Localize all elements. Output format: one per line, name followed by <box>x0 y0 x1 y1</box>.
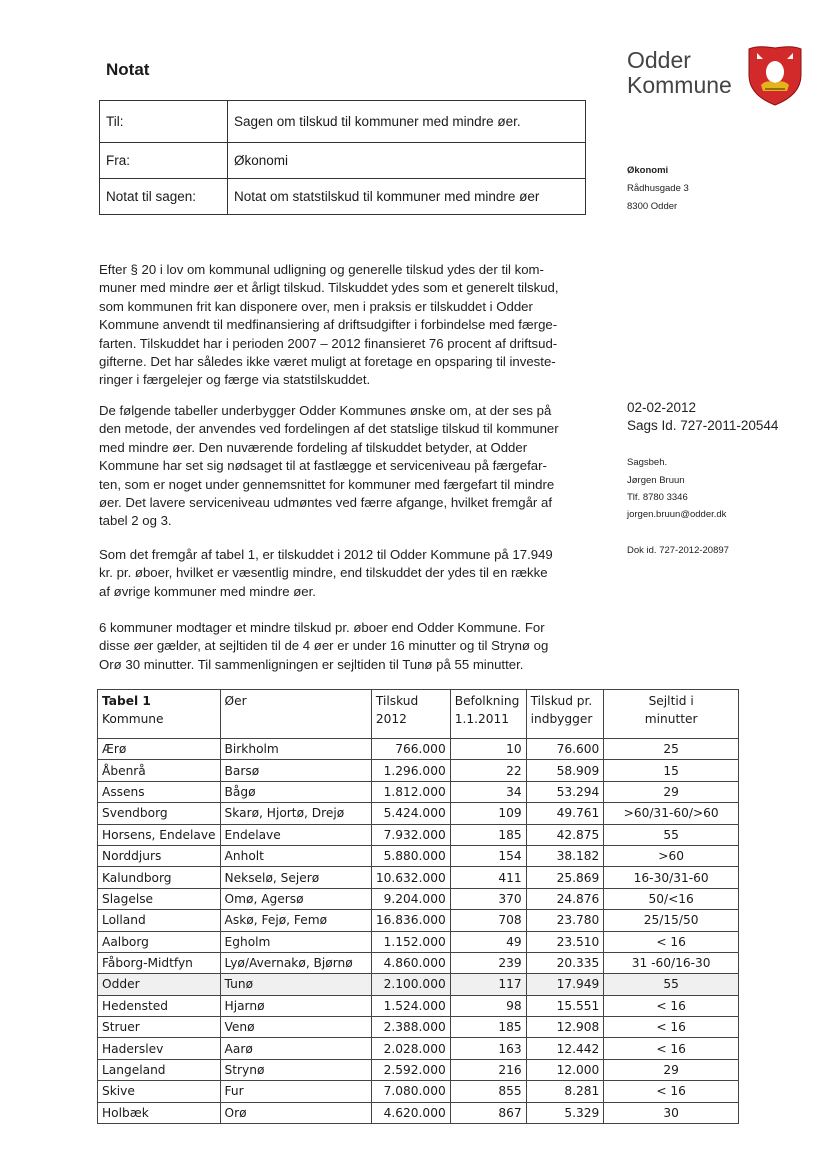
table-cell: Fåborg-Midtfyn <box>98 952 221 973</box>
text-line: ringer i færgelejer og færge via statstilskuddet. <box>99 372 371 388</box>
table-cell: 15.551 <box>526 995 604 1016</box>
header-text: Tilskud pr. <box>530 694 593 708</box>
table-cell: 25.869 <box>526 867 604 888</box>
table-cell: Odder <box>98 974 221 995</box>
subsidy-table <box>97 689 739 1124</box>
table-row <box>98 952 739 973</box>
table-cell: Endelave <box>220 824 371 845</box>
table-cell: 4.620.000 <box>371 1102 450 1123</box>
table-label: Tabel 1 <box>102 694 151 708</box>
table-cell: 7.932.000 <box>371 824 450 845</box>
table-cell: 185 <box>450 824 526 845</box>
table-row <box>98 995 739 1016</box>
table-cell: Slagelse <box>98 888 221 909</box>
paragraph-2 <box>99 402 599 531</box>
memo-header-table <box>99 100 586 215</box>
table-cell: 411 <box>450 867 526 888</box>
table-cell: Svendborg <box>98 803 221 824</box>
table-cell: 25 <box>604 739 739 760</box>
table-cell: 55 <box>604 974 739 995</box>
table-cell: 2.592.000 <box>371 1059 450 1080</box>
table-row <box>98 824 739 845</box>
table-cell: 12.442 <box>526 1038 604 1059</box>
table-cell: 867 <box>450 1102 526 1123</box>
text-line: 6 kommuner modtager et mindre tilskud pr. øboer end Odder Kommune. For <box>99 620 545 635</box>
table-cell: Langeland <box>98 1059 221 1080</box>
document-date: 02-02-2012 <box>627 400 697 415</box>
table-cell: 29 <box>604 781 739 802</box>
table-cell: Struer <box>98 1017 221 1038</box>
text-line: Kommune anvendt til medfinansiering af driftsudgifter i forbindelse med færge- <box>99 317 558 333</box>
table-cell: 12.908 <box>526 1017 604 1038</box>
table-cell: >60/31-60/>60 <box>604 803 739 824</box>
text-line: med mindre øer. Den nuværende fordeling af tilskuddet betyder, at Odder <box>99 439 528 455</box>
table-row <box>98 760 739 781</box>
table-row <box>98 781 739 802</box>
table-row <box>98 1059 739 1080</box>
text-line: De følgende tabeller underbygger Odder Kommunes ønske om, at der ses på <box>99 403 552 418</box>
table-cell: Omø, Agersø <box>220 888 371 909</box>
table-cell: 5.329 <box>526 1102 604 1123</box>
text-line: gifterne. Det har således ikke været muligt at foretage en opsparing til investe- <box>99 354 556 370</box>
table-row <box>98 974 739 995</box>
table-cell: 163 <box>450 1038 526 1059</box>
header-text: Tilskud <box>375 694 419 708</box>
memo-value: Sagen om tilskud til kommuner med mindre øer. <box>228 101 586 143</box>
table-row <box>98 1081 739 1102</box>
table-cell: 15 <box>604 760 739 781</box>
table-cell: 25/15/50 <box>604 910 739 931</box>
memo-row-from <box>100 143 586 179</box>
table-cell: Haderslev <box>98 1038 221 1059</box>
sender-department: Økonomi <box>627 165 669 176</box>
header-cell-tilskud <box>371 690 450 739</box>
document-id: Dok id. 727-2012-20897 <box>627 545 729 556</box>
table-cell: Egholm <box>220 931 371 952</box>
page-title: Notat <box>106 60 150 79</box>
table-cell: Kalundborg <box>98 867 221 888</box>
header-text: Øer <box>224 694 247 708</box>
table-cell: 855 <box>450 1081 526 1102</box>
header-cell-befolkning <box>450 690 526 739</box>
table-cell: 239 <box>450 952 526 973</box>
table-row <box>98 888 739 909</box>
table-header-row <box>98 690 739 739</box>
table-cell: Barsø <box>220 760 371 781</box>
table-cell: Orø <box>220 1102 371 1123</box>
table-cell: Holbæk <box>98 1102 221 1123</box>
case-id: Sags Id. 727-2011-20544 <box>627 418 779 433</box>
header-cell-oer <box>220 690 371 739</box>
table-row <box>98 845 739 866</box>
table-cell: Skive <box>98 1081 221 1102</box>
table-cell: < 16 <box>604 1017 739 1038</box>
table-cell: Ærø <box>98 739 221 760</box>
table-cell: 4.860.000 <box>371 952 450 973</box>
memo-label: Til: <box>100 101 228 143</box>
table-cell: 370 <box>450 888 526 909</box>
table-cell: 5.424.000 <box>371 803 450 824</box>
table-cell: Hedensted <box>98 995 221 1016</box>
table-cell: 5.880.000 <box>371 845 450 866</box>
table-cell: 22 <box>450 760 526 781</box>
table-cell: Assens <box>98 781 221 802</box>
table-cell: Aarø <box>220 1038 371 1059</box>
memo-row-to <box>100 101 586 143</box>
text-line: den metode, der anvendes ved fordelingen af det statslige tilskud til kommuner <box>99 421 559 437</box>
handler-email: jorgen.bruun@odder.dk <box>627 509 727 520</box>
handler-name: Jørgen Bruun <box>627 475 685 486</box>
table-cell: 1.296.000 <box>371 760 450 781</box>
table-cell: 2.100.000 <box>371 974 450 995</box>
sender-street: Rådhusgade 3 <box>627 183 689 194</box>
table-cell: 12.000 <box>526 1059 604 1080</box>
text-line: af øvrige kommuner med mindre øer. <box>99 583 316 599</box>
brand-name <box>627 48 732 98</box>
table-cell: 7.080.000 <box>371 1081 450 1102</box>
table-row <box>98 803 739 824</box>
text-line: øer. Det lavere serviceniveau udmøntes ved færre afgange, hvilket fremgår af <box>99 495 552 511</box>
table-cell: 10.632.000 <box>371 867 450 888</box>
table-cell: 185 <box>450 1017 526 1038</box>
paragraph-1 <box>99 261 599 390</box>
table-cell: 58.909 <box>526 760 604 781</box>
table-cell: 9.204.000 <box>371 888 450 909</box>
memo-value: Økonomi <box>228 143 586 179</box>
table-cell: 708 <box>450 910 526 931</box>
header-text: Sejltid i <box>648 694 694 708</box>
paragraph-3 <box>99 546 599 601</box>
table-cell: < 16 <box>604 995 739 1016</box>
table-row <box>98 1102 739 1123</box>
sender-city: 8300 Odder <box>627 201 678 212</box>
table-cell: Skarø, Hjortø, Drejø <box>220 803 371 824</box>
text-line: Som det fremgår af tabel 1, er tilskuddet i 2012 til Odder Kommune på 17.949 <box>99 547 553 562</box>
table-cell: 50/<16 <box>604 888 739 909</box>
table-cell: 766.000 <box>371 739 450 760</box>
table-row <box>98 867 739 888</box>
header-text: Befolkning <box>454 694 520 708</box>
table-cell: Horsens, Endelave <box>98 824 221 845</box>
coat-of-arms-icon <box>745 45 805 107</box>
table-row <box>98 739 739 760</box>
table-row <box>98 1038 739 1059</box>
table-cell: Venø <box>220 1017 371 1038</box>
table-cell: 2.028.000 <box>371 1038 450 1059</box>
table-cell: 29 <box>604 1059 739 1080</box>
table-cell: 17.949 <box>526 974 604 995</box>
table-cell: 1.812.000 <box>371 781 450 802</box>
table-cell: 20.335 <box>526 952 604 973</box>
memo-row-subject <box>100 179 586 215</box>
memo-label: Fra: <box>100 143 228 179</box>
table-cell: 24.876 <box>526 888 604 909</box>
table-cell: 8.281 <box>526 1081 604 1102</box>
brand-line-1: Odder <box>627 47 691 73</box>
table-cell: Åbenrå <box>98 760 221 781</box>
text-line: som kommunen frit kan disponere over, men i praksis er tilskuddet i Odder <box>99 298 533 314</box>
brand-line-2: Kommune <box>627 72 732 98</box>
table-cell: 76.600 <box>526 739 604 760</box>
memo-label: Notat til sagen: <box>100 179 228 215</box>
header-cell-tilskud-pr <box>526 690 604 739</box>
table-cell: >60 <box>604 845 739 866</box>
table-row <box>98 910 739 931</box>
table-row <box>98 931 739 952</box>
table-cell: Aalborg <box>98 931 221 952</box>
table-cell: 98 <box>450 995 526 1016</box>
table-cell: Bågø <box>220 781 371 802</box>
header-text: indbygger <box>530 712 593 726</box>
paragraph-4 <box>99 619 599 674</box>
header-text: minutter <box>644 712 698 726</box>
table-cell: 42.875 <box>526 824 604 845</box>
table-cell: Tunø <box>220 974 371 995</box>
text-line: disse øer gælder, at sejltiden til de 4 øer er under 16 minutter og til Strynø og <box>99 638 549 654</box>
text-line: Orø 30 minutter. Til sammenligningen er sejltiden til Tunø på 55 minutter. <box>99 656 524 672</box>
memo-value: Notat om statstilskud til kommuner med mindre øer <box>228 179 586 215</box>
table-cell: 55 <box>604 824 739 845</box>
text-line: kr. pr. øboer, hvilket er væsentlig mindre, end tilskuddet der ydes til en række <box>99 565 548 581</box>
table-cell: Hjarnø <box>220 995 371 1016</box>
header-text: 2012 <box>375 712 407 726</box>
table-cell: 38.182 <box>526 845 604 866</box>
table-cell: 1.524.000 <box>371 995 450 1016</box>
table-cell: 117 <box>450 974 526 995</box>
table-cell: 23.510 <box>526 931 604 952</box>
header-text: Kommune <box>102 712 164 726</box>
table-cell: 16.836.000 <box>371 910 450 931</box>
header-cell-kommune <box>98 690 221 739</box>
table-cell: Anholt <box>220 845 371 866</box>
table-cell: 1.152.000 <box>371 931 450 952</box>
table-cell: Lyø/Avernakø, Bjørnø <box>220 952 371 973</box>
table-cell: 10 <box>450 739 526 760</box>
table-cell: Fur <box>220 1081 371 1102</box>
text-line: farten. Tilskuddet har i perioden 2007 – 2012 finansieret 76 procent af driftsud- <box>99 335 558 351</box>
header-cell-sejltid <box>604 690 739 739</box>
text-line: tabel 2 og 3. <box>99 513 172 529</box>
table-cell: Askø, Fejø, Femø <box>220 910 371 931</box>
table-cell: 49.761 <box>526 803 604 824</box>
table-cell: 154 <box>450 845 526 866</box>
table-cell: 16-30/31-60 <box>604 867 739 888</box>
table-cell: 216 <box>450 1059 526 1080</box>
handler-phone: Tlf. 8780 3346 <box>627 492 688 503</box>
table-cell: Lolland <box>98 910 221 931</box>
text-line: ten, som er noget under gennemsnittet for kommuner med færgefart til mindre <box>99 476 555 492</box>
table-cell: Nekselø, Sejerø <box>220 867 371 888</box>
table-cell: 31 -60/16-30 <box>604 952 739 973</box>
table-cell: < 16 <box>604 931 739 952</box>
table-cell: 49 <box>450 931 526 952</box>
text-line: Kommune har set sig nødsaget til at fastlægge et serviceniveau på færgefar- <box>99 458 547 474</box>
table-row <box>98 1017 739 1038</box>
table-cell: Strynø <box>220 1059 371 1080</box>
table-cell: 53.294 <box>526 781 604 802</box>
table-cell: 34 <box>450 781 526 802</box>
table-cell: < 16 <box>604 1081 739 1102</box>
table-cell: 2.388.000 <box>371 1017 450 1038</box>
table-cell: Birkholm <box>220 739 371 760</box>
table-cell: 30 <box>604 1102 739 1123</box>
table-cell: 109 <box>450 803 526 824</box>
text-line: muner med mindre øer et årligt tilskud. Tilskuddet ydes som et generelt tilskud, <box>99 280 559 296</box>
table-cell: Norddjurs <box>98 845 221 866</box>
text-line: Efter § 20 i lov om kommunal udligning og generelle tilskud ydes der til kom- <box>99 262 544 277</box>
handler-label: Sagsbeh. <box>627 457 668 468</box>
table-cell: 23.780 <box>526 910 604 931</box>
header-text: 1.1.2011 <box>454 712 509 726</box>
table-cell: < 16 <box>604 1038 739 1059</box>
